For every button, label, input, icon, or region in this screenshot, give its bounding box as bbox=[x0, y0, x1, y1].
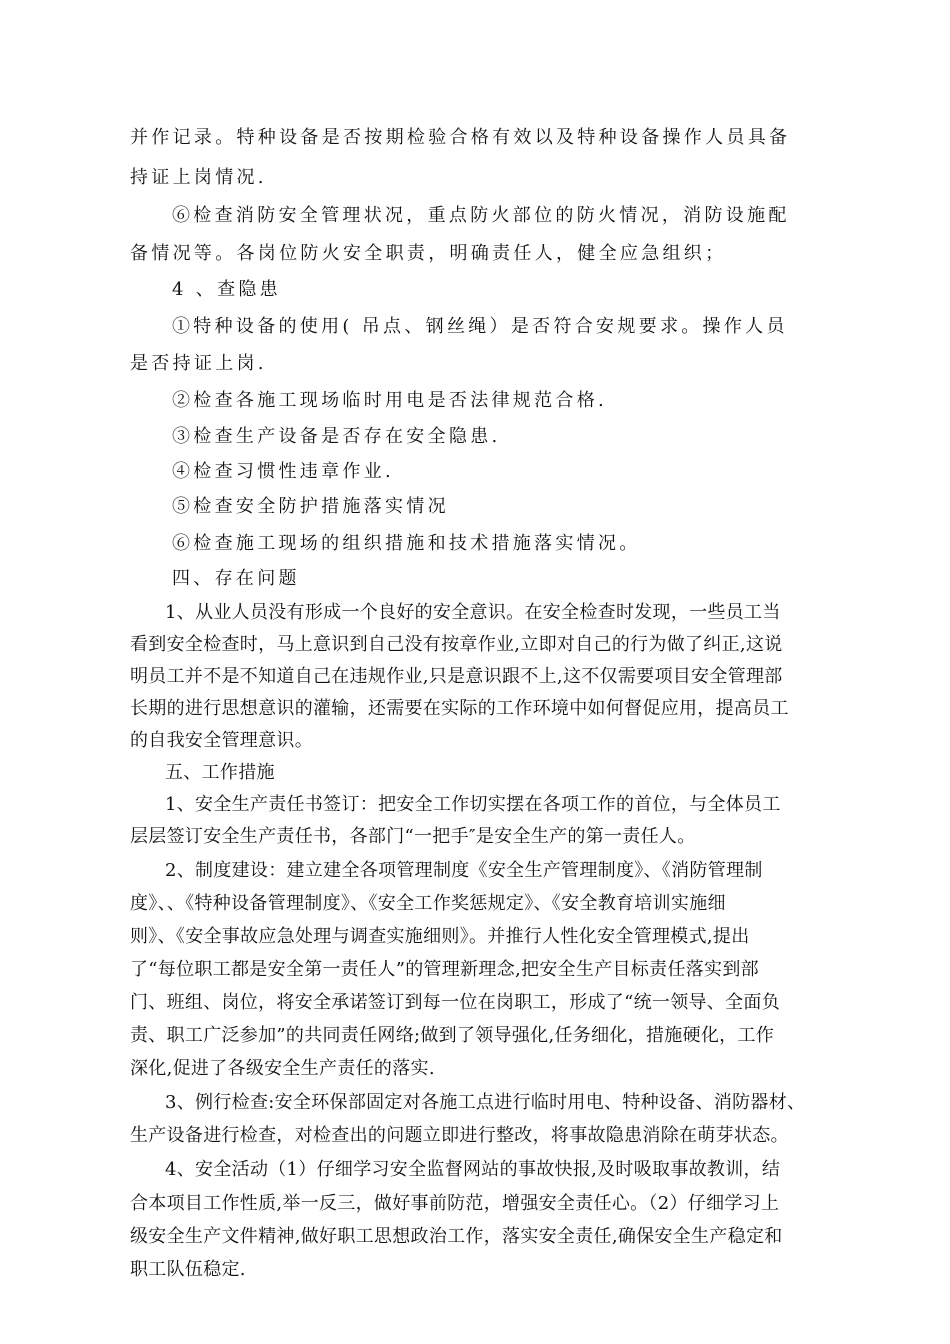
text-line: 合本项目工作性质,举一反三，做好事前防范，增强安全责任心。（2）仔细学习上 bbox=[130, 1193, 780, 1214]
text-line: 了“每位职工都是安全第一责任人”的管理新理念,把安全生产目标责任落实到部 bbox=[130, 959, 759, 980]
text-line: 2、制度建设：建立建全各项管理制度《安全生产管理制度》、《消防管理制 bbox=[165, 860, 763, 881]
text-line: ③检查生产设备是否存在安全隐患. bbox=[172, 426, 501, 447]
text-line: 责、职工广泛参加”的共同责任网络;做到了领导强化,任务细化，措施硬化，工作 bbox=[130, 1025, 775, 1046]
text-line: 3、例行检查:安全环保部固定对各施工点进行临时用电、特种设备、消防器材、 bbox=[165, 1092, 806, 1113]
text-line: 看到安全检查时，马上意识到自己没有按章作业,立即对自己的行为做了纠正,这说 bbox=[130, 634, 783, 655]
text-line: 门、班组、岗位，将安全承诺签订到每一位在岗职工，形成了“统一领导、全面负 bbox=[130, 992, 780, 1013]
text-line: 度》、、《特种设备管理制度》、《安全工作奖惩规定》、《安全教育培训实施细 bbox=[130, 893, 726, 914]
text-line: 长期的进行思想意识的灌输，还需要在实际的工作环境中如何督促应用，提高员工 bbox=[130, 698, 789, 719]
text-line: 持证上岗情况. bbox=[130, 167, 267, 188]
text-line: ⑤检查安全防护措施落实情况 bbox=[172, 496, 449, 517]
text-line: 备情况等。各岗位防火安全职责，明确责任人，健全应急组织； bbox=[130, 243, 727, 264]
text-line: 并作记录。特种设备是否按期检验合格有效以及特种设备操作人员具备 bbox=[130, 127, 791, 148]
section-heading: 4 、查隐患 bbox=[172, 279, 281, 300]
text-line: 的自我安全管理意识。 bbox=[130, 730, 313, 751]
text-line: 深化,促进了各级安全生产责任的落实. bbox=[130, 1058, 435, 1079]
text-line: ②检查各施工现场临时用电是否法律规范合格. bbox=[172, 390, 608, 411]
text-line: 1、安全生产责任书签订：把安全工作切实摆在各项工作的首位，与全体员工 bbox=[165, 794, 781, 815]
text-line: ⑥检查施工现场的组织措施和技术措施落实情况。 bbox=[172, 533, 641, 554]
text-line: 级安全生产文件精神,做好职工思想政治工作，落实安全责任,确保安全生产稳定和 bbox=[130, 1226, 783, 1247]
text-line: 明员工并不是不知道自己在违规作业,只是意识跟不上,这不仅需要项目安全管理部 bbox=[130, 666, 783, 687]
text-line: 则》、《安全事故应急处理与调查实施细则》。并推行人性化安全管理模式,提出 bbox=[130, 926, 750, 947]
text-line: ①特种设备的使用( 吊点、钢丝绳）是否符合安规要求。操作人员 bbox=[172, 316, 788, 337]
text-line: 是否持证上岗. bbox=[130, 353, 267, 374]
text-line: ⑥检查消防安全管理状况，重点防火部位的防火情况，消防设施配 bbox=[172, 205, 790, 226]
text-line: 职工队伍稳定. bbox=[130, 1259, 246, 1280]
section-heading: 四、存在问题 bbox=[172, 568, 300, 589]
text-line: 层层签订安全生产责任书，各部门“一把手″是安全生产的第一责任人。 bbox=[130, 826, 696, 847]
text-line: 生产设备进行检查，对检查出的问题立即进行整改，将事故隐患消除在萌芽状态。 bbox=[130, 1125, 789, 1146]
text-line: 1、从业人员没有形成一个良好的安全意识。在安全检查时发现，一些员工当 bbox=[165, 602, 781, 623]
section-heading: 五、工作措施 bbox=[165, 762, 275, 783]
text-line: 4、安全活动（1）仔细学习安全监督网站的事故快报,及时吸取事故教训，结 bbox=[165, 1159, 781, 1180]
text-line: ④检查习惯性违章作业. bbox=[172, 461, 395, 482]
